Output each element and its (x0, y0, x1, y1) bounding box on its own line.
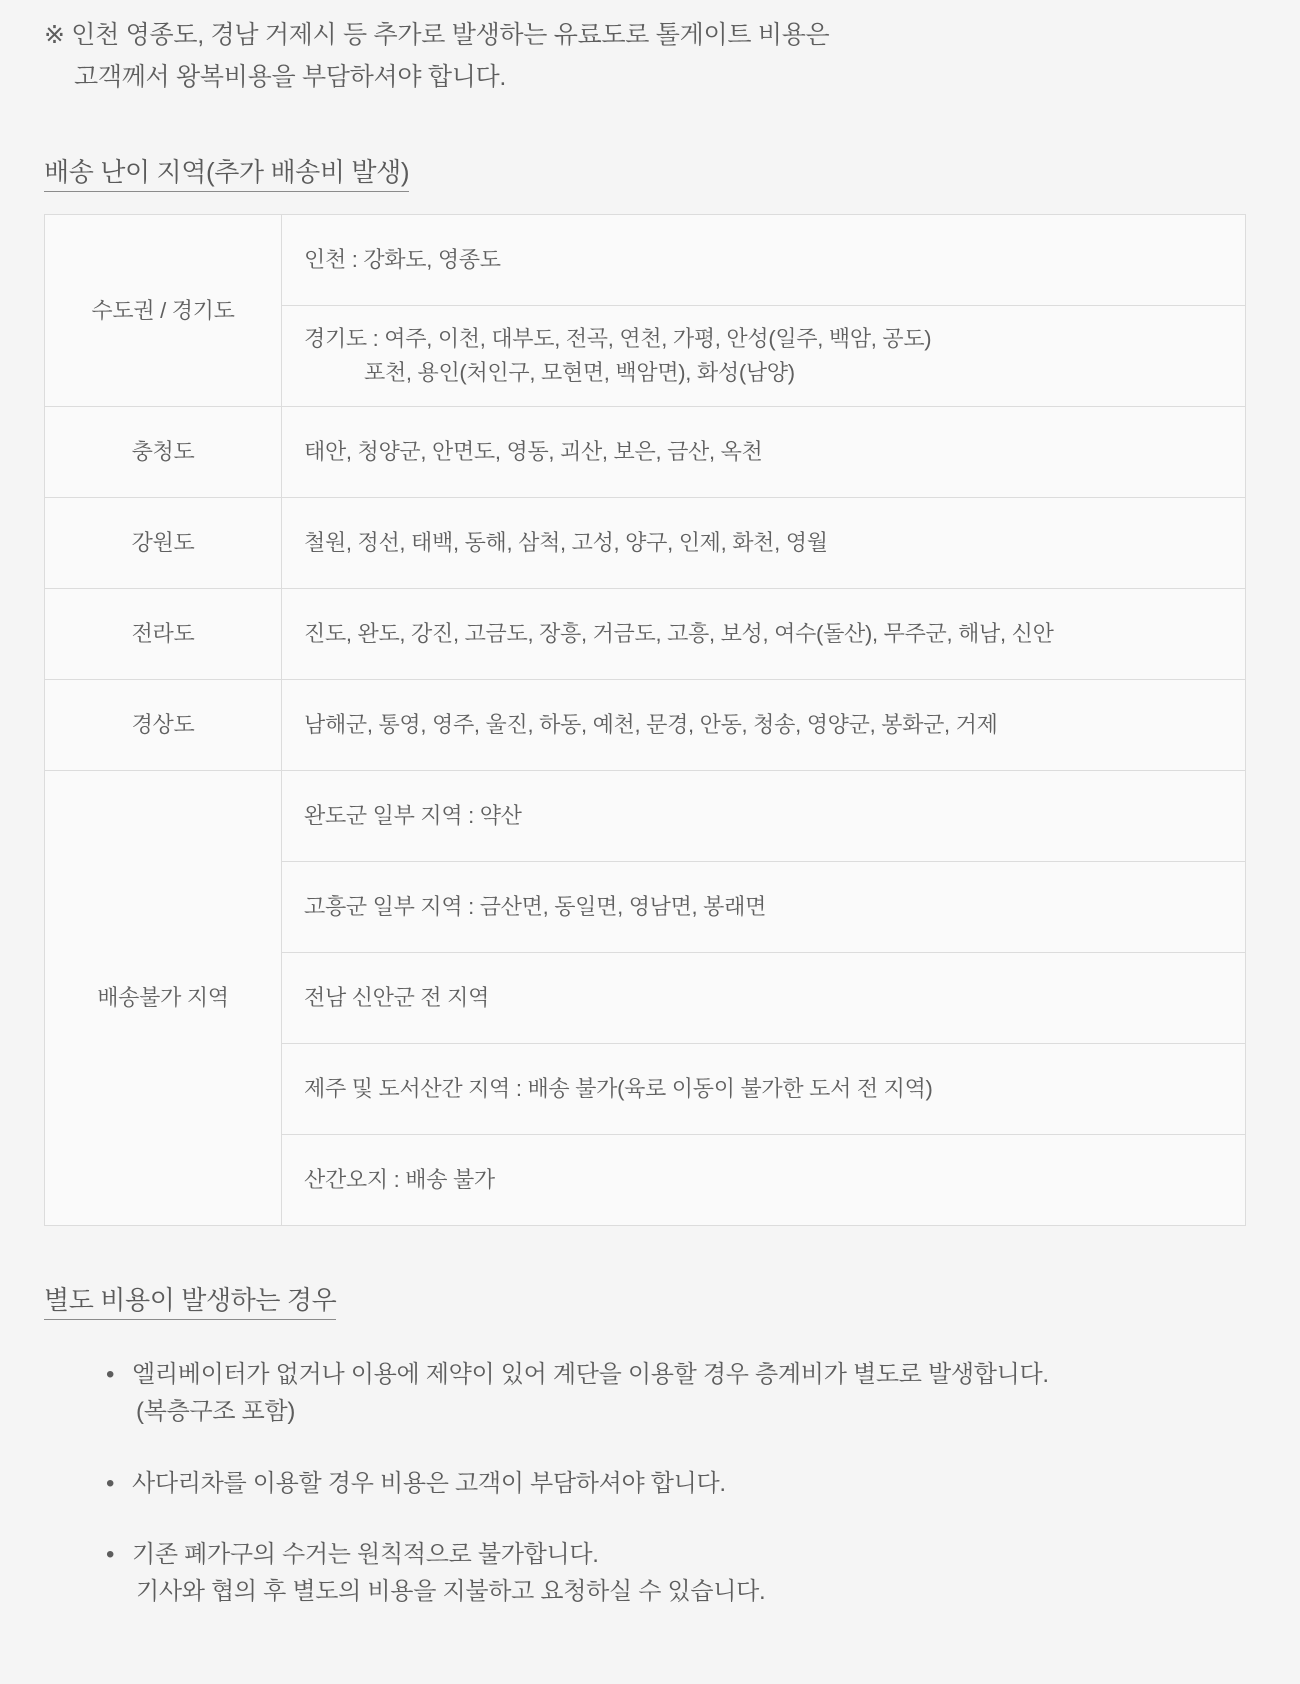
region-row-label-gangwon: 강원도 (45, 498, 282, 589)
list-item-subtext: (복층구조 포함) (136, 1398, 296, 1426)
bottom-spacer (44, 1644, 1256, 1684)
region-cell-text: 경기도 : 여주, 이천, 대부도, 전곡, 연천, 가평, 안성(일주, 백암, 공도) (304, 326, 932, 351)
region-cell-text: 고흥군 일부 지역 : 금산면, 동일면, 영남면, 봉래면 (304, 894, 767, 920)
region-cell (282, 771, 1246, 862)
region-row-label-no-delivery: 배송불가 지역 (45, 771, 282, 1226)
list-item-subtext: 기사와 협의 후 별도의 비용을 지불하고 요청하실 수 있습니다. (136, 1577, 766, 1605)
extra-cost-list (44, 1356, 1256, 1610)
region-cell-text: 완도군 일부 지역 : 약산 (304, 803, 522, 829)
difficult-region-heading: 배송 난이 지역(추가 배송비 발생) (44, 152, 409, 192)
toll-fee-notice-line-2: 고객께서 왕복비용을 부담하셔야 합니다. (74, 63, 507, 91)
table-row (45, 680, 1246, 771)
region-table-body (45, 215, 1246, 1226)
region-cell (282, 1044, 1246, 1135)
list-item-text: 기존 폐가구의 수거는 원칙적으로 불가합니다. (132, 1540, 599, 1568)
region-cell (282, 953, 1246, 1044)
region-cell-text: 인천 : 강화도, 영종도 (304, 246, 501, 272)
table-row (45, 407, 1246, 498)
region-cell-text: 제주 및 도서산간 지역 : 배송 불가(육로 이동이 불가한 도서 전 지역) (304, 1076, 933, 1102)
region-cell (282, 407, 1246, 498)
region-cell (282, 498, 1246, 589)
extra-cost-heading-wrap (44, 1226, 1256, 1342)
region-row-label-chungcheong: 충청도 (45, 407, 282, 498)
list-item (106, 1536, 1256, 1610)
region-row-label-gyeongsang: 경상도 (45, 680, 282, 771)
region-cell-text: 전남 신안군 전 지역 (304, 985, 490, 1011)
region-cell-text: 산간오지 : 배송 불가 (304, 1167, 495, 1193)
region-cell (282, 862, 1246, 953)
list-item-text: 엘리베이터가 없거나 이용에 제약이 있어 계단을 이용할 경우 층계비가 별도로 발생합니다. (132, 1361, 1049, 1389)
difficult-region-heading-wrap (44, 98, 1256, 214)
region-cell (282, 306, 1246, 407)
region-row-label-metro: 수도권 / 경기도 (45, 215, 282, 407)
toll-fee-notice-line-1: ※ 인천 영종도, 경남 거제시 등 추가로 발생하는 유료도로 톨게이트 비용은 (44, 21, 830, 49)
toll-fee-notice (44, 0, 1256, 98)
region-cell-subtext: 포천, 용인(처인구, 모현면, 백암면), 화성(남양) (364, 360, 795, 386)
region-table (44, 214, 1246, 1226)
list-item (106, 1465, 1256, 1502)
table-row (45, 771, 1246, 862)
region-cell (282, 1135, 1246, 1226)
region-cell-text: 철원, 정선, 태백, 동해, 삼척, 고성, 양구, 인제, 화천, 영월 (304, 530, 828, 556)
region-row-label-jeolla: 전라도 (45, 589, 282, 680)
region-cell-text: 진도, 완도, 강진, 고금도, 장흥, 거금도, 고흥, 보성, 여수(돌산), 무주군, 해남, 신안 (304, 621, 1054, 647)
region-cell (282, 215, 1246, 306)
table-row (45, 498, 1246, 589)
table-row (45, 215, 1246, 306)
region-cell (282, 589, 1246, 680)
region-cell-text: 남해군, 통영, 영주, 울진, 하동, 예천, 문경, 안동, 청송, 영양군, 봉화군, 거제 (304, 712, 998, 738)
region-cell-text: 태안, 청양군, 안면도, 영동, 괴산, 보은, 금산, 옥천 (304, 439, 763, 465)
table-row (45, 589, 1246, 680)
list-item-text: 사다리차를 이용할 경우 비용은 고객이 부담하셔야 합니다. (132, 1469, 726, 1497)
extra-cost-heading: 별도 비용이 발생하는 경우 (44, 1280, 336, 1320)
region-cell (282, 680, 1246, 771)
list-item (106, 1356, 1256, 1430)
